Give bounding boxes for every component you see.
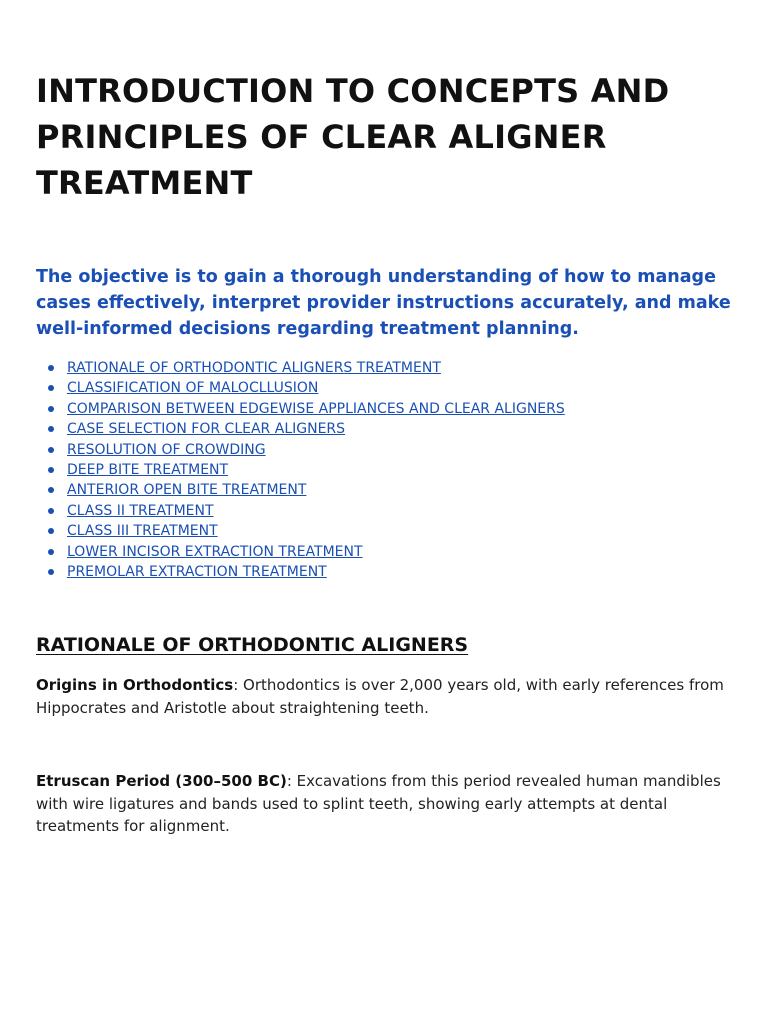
objective-statement: The objective is to gain a thorough understanding of how to manage cases effectively, interpret provider instructions accurately, and make well-informed decisions regarding treatment planning. [36,267,731,339]
paragraph-term: Origins in Orthodontics [36,676,234,695]
toc-link-rationale[interactable]: RATIONALE OF ORTHODONTIC ALIGNERS TREATMENT [67,360,441,376]
bullet-icon [48,508,54,514]
paragraph-origins [36,674,736,719]
toc-link-deep-bite[interactable]: DEEP BITE TREATMENT [67,461,229,478]
toc-link-class-ii[interactable]: CLASS II TREATMENT [67,502,214,519]
bullet-icon [48,406,54,412]
toc-link-class-iii[interactable]: CLASS III TREATMENT [67,523,218,540]
bullet-icon [48,426,54,432]
toc-link-open-bite[interactable]: ANTERIOR OPEN BITE TREATMENT [67,482,307,499]
toc-link-crowding[interactable]: RESOLUTION OF CROWDING [67,441,266,458]
table-of-contents [36,357,736,581]
toc-item [36,459,736,479]
page-title [36,68,736,206]
toc-item [36,357,736,377]
paragraph-term: Etruscan Period (300–500 BC) [36,772,287,791]
toc-item [36,520,736,540]
page-title-line-1: INTRODUCTION TO CONCEPTS AND [36,72,670,110]
bullet-icon [48,549,54,555]
toc-item [36,479,736,499]
toc-link-lower-incisor[interactable]: LOWER INCISOR EXTRACTION TREATMENT [67,543,363,560]
page-title-line-2: PRINCIPLES OF CLEAR ALIGNER [36,118,607,156]
toc-link-premolar[interactable]: PREMOLAR EXTRACTION TREATMENT [67,563,327,580]
bullet-icon [48,487,54,493]
toc-item [36,541,736,561]
bullet-icon [48,467,54,473]
toc-item [36,398,736,418]
toc-link-case-selection[interactable]: CASE SELECTION FOR CLEAR ALIGNERS [67,421,346,438]
bullet-icon [48,569,54,575]
toc-link-comparison[interactable]: COMPARISON BETWEEN EDGEWISE APPLIANCES AND CLEAR ALIGNERS [67,400,565,417]
paragraph-etruscan [36,770,736,838]
bullet-icon [48,365,54,371]
paragraph-text: : Orthodontics is over 2,000 years old, with early references from Hippocrates and Aristotle about straightening teeth. [36,676,724,717]
page-title-line-3: TREATMENT [36,164,253,202]
toc-item [36,561,736,581]
toc-item [36,439,736,459]
toc-item [36,500,736,520]
bullet-icon [48,528,54,534]
section-heading: RATIONALE OF ORTHODONTIC ALIGNERS [36,634,469,657]
bullet-icon [48,447,54,453]
bullet-icon [48,385,54,391]
toc-item [36,377,736,397]
toc-link-classification[interactable]: CLASSIFICATION OF MALOCLLUSION [67,380,319,397]
document-page [36,68,736,838]
paragraph-text: : Excavations from this period revealed human mandibles with wire ligatures and bands used to splint teeth, showing early attempts at dental treatments for alignment. [36,772,721,836]
toc-item [36,418,736,438]
